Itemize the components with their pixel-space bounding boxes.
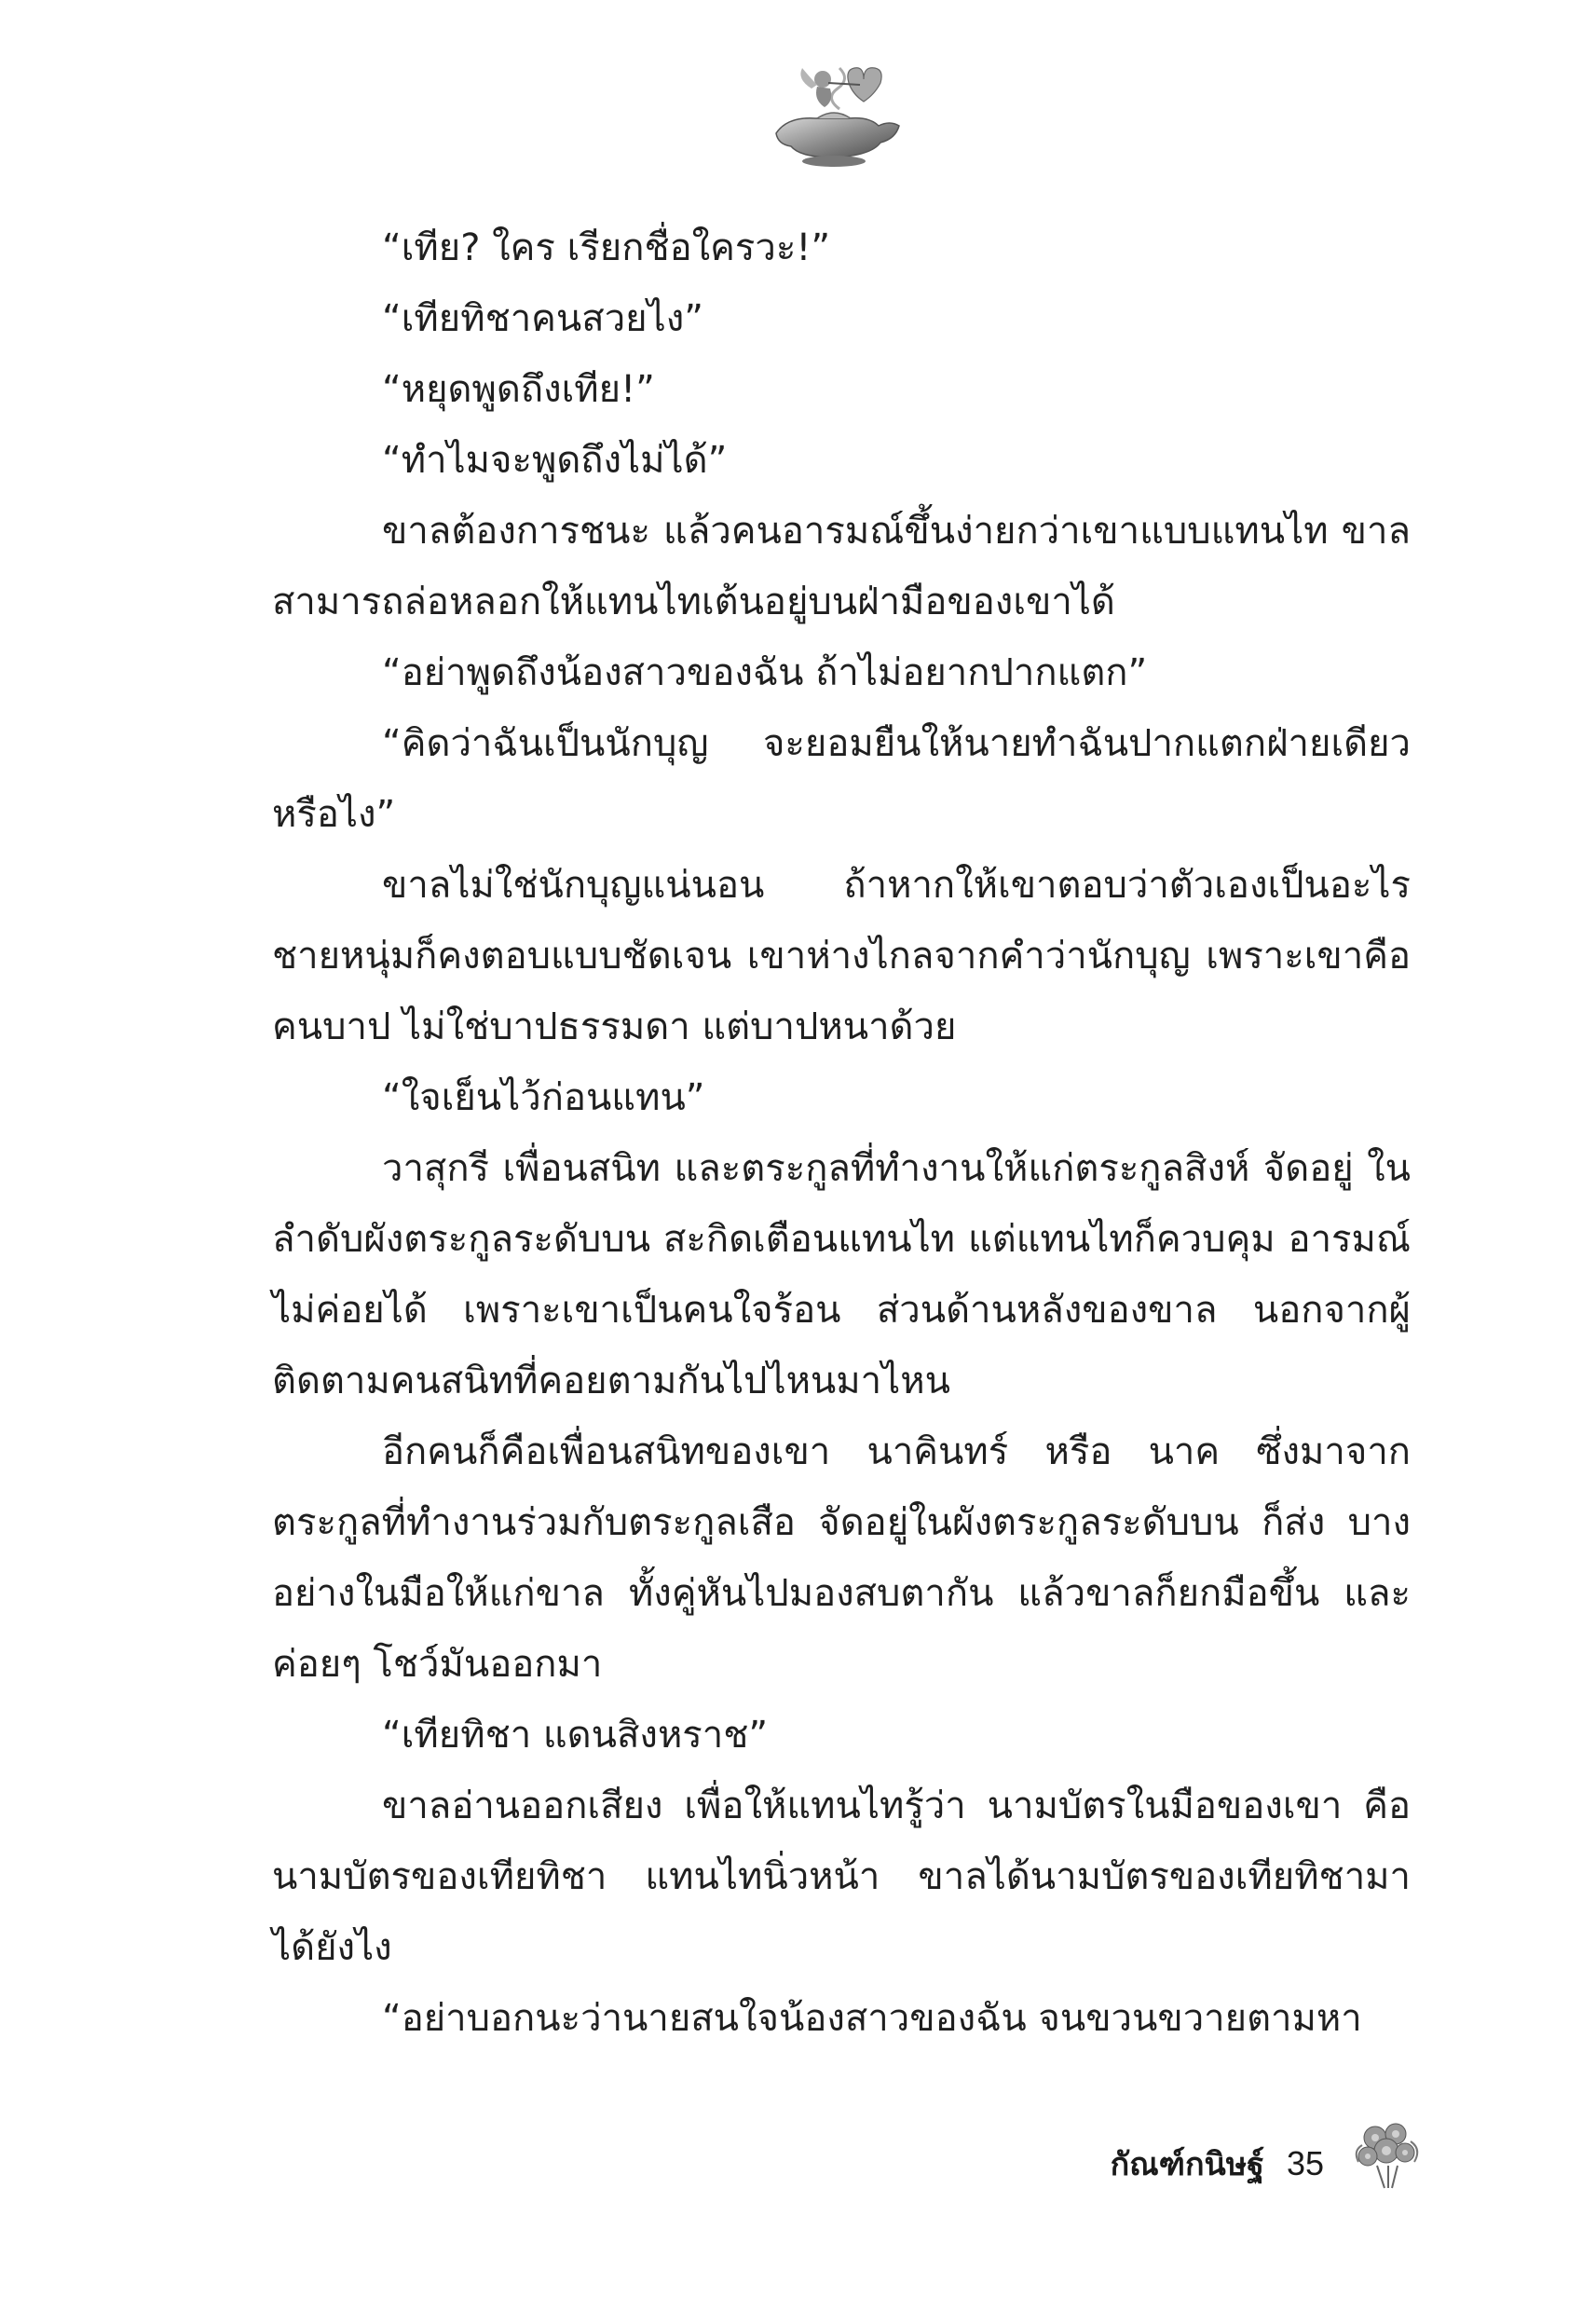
paragraph: “คิดว่าฉันเป็นนักบุญ จะยอมยืนให้นายทำฉันปากแตกฝ่ายเดียว หรือไง” — [272, 722, 1411, 836]
paragraph: “อย่าบอกนะว่านายสนใจน้องสาวของฉัน จนขวนขวายตามหา — [382, 1997, 1362, 2040]
body-text — [272, 212, 1411, 2054]
paragraph: “หยุดพูดถึงเทีย!” — [382, 368, 655, 411]
page-footer — [1111, 2136, 1324, 2192]
paragraph: ขาลต้องการชนะ แล้วคนอารมณ์ขึ้นง่ายกว่าเขาแบบแทนไท ขาลสามารถล่อหลอกให้แทนไทเต้นอยู่บนฝ่ามือของเขาได้ — [272, 510, 1411, 623]
paragraph: “ใจเย็นไว้ก่อนแทน” — [382, 1076, 705, 1119]
paragraph: ขาลไม่ใช่นักบุญแน่นอน ถ้าหากให้เขาตอบว่าตัวเองเป็นอะไร ชายหนุ่มก็คงตอบแบบชัดเจน เขาห่างไกลจากคำว่านักบุญ เพราะเขาคือ คนบาป ไม่ใช่บาปธรรมดา แต่บาปหนาด้วย — [272, 864, 1411, 1048]
book-title: กัณฑ์กนิษฐ์ — [1110, 2146, 1264, 2183]
paragraph: “ทำไมจะพูดถึงไม่ได้” — [382, 439, 728, 482]
page-number: 35 — [1286, 2144, 1324, 2182]
genie-lamp-cupid-icon — [759, 51, 908, 172]
paragraph: วาสุกรี เพื่อนสนิท และตระกูลที่ทำงานให้แก่ตระกูลสิงห์ จัดอยู่ ในลำดับผังตระกูลระดับบน สะกิดเตือนแทนไท แต่แทนไทก็ควบคุม อารมณ์ไม่ค่อยได้ เพราะเขาเป็นคนใจร้อน ส่วนด้านหลังของขาล นอกจากผู้ติดตามคนสนิทที่คอยตามกันไปไหนมาไหน — [272, 1147, 1411, 1402]
paragraph: อีกคนก็คือเพื่อนสนิทของเขา นาคินทร์ หรือ นาค ซึ่งมาจาก ตระกูลที่ทำงานร่วมกับตระกูลเสือ จัดอยู่ในผังตระกูลระดับบน ก็ส่ง บางอย่างในมือให้แก่ขาล ทั้งคู่หันไปมองสบตากัน แล้วขาลก็ยกมือขึ้น และค่อยๆ โชว์มันออกมา — [272, 1430, 1411, 1686]
paragraph: “เทีย? ใคร เรียกชื่อใครวะ!” — [382, 226, 831, 269]
paragraph: ขาลอ่านออกเสียง เพื่อให้แทนไทรู้ว่า นามบัตรในมือของเขา คือ นามบัตรของเทียทิชา แทนไทนิ่วหน้า ขาลได้นามบัตรของเทียทิชามา ได้ยังไง — [272, 1785, 1411, 1969]
paragraph: “เทียทิชาคนสวยไง” — [382, 297, 703, 340]
paragraph: “เทียทิชา แดนสิงหราช” — [382, 1714, 769, 1757]
paragraph: “อย่าพูดถึงน้องสาวของฉัน ถ้าไม่อยากปากแตก” — [382, 651, 1148, 694]
flower-bouquet-icon — [1349, 2113, 1424, 2192]
